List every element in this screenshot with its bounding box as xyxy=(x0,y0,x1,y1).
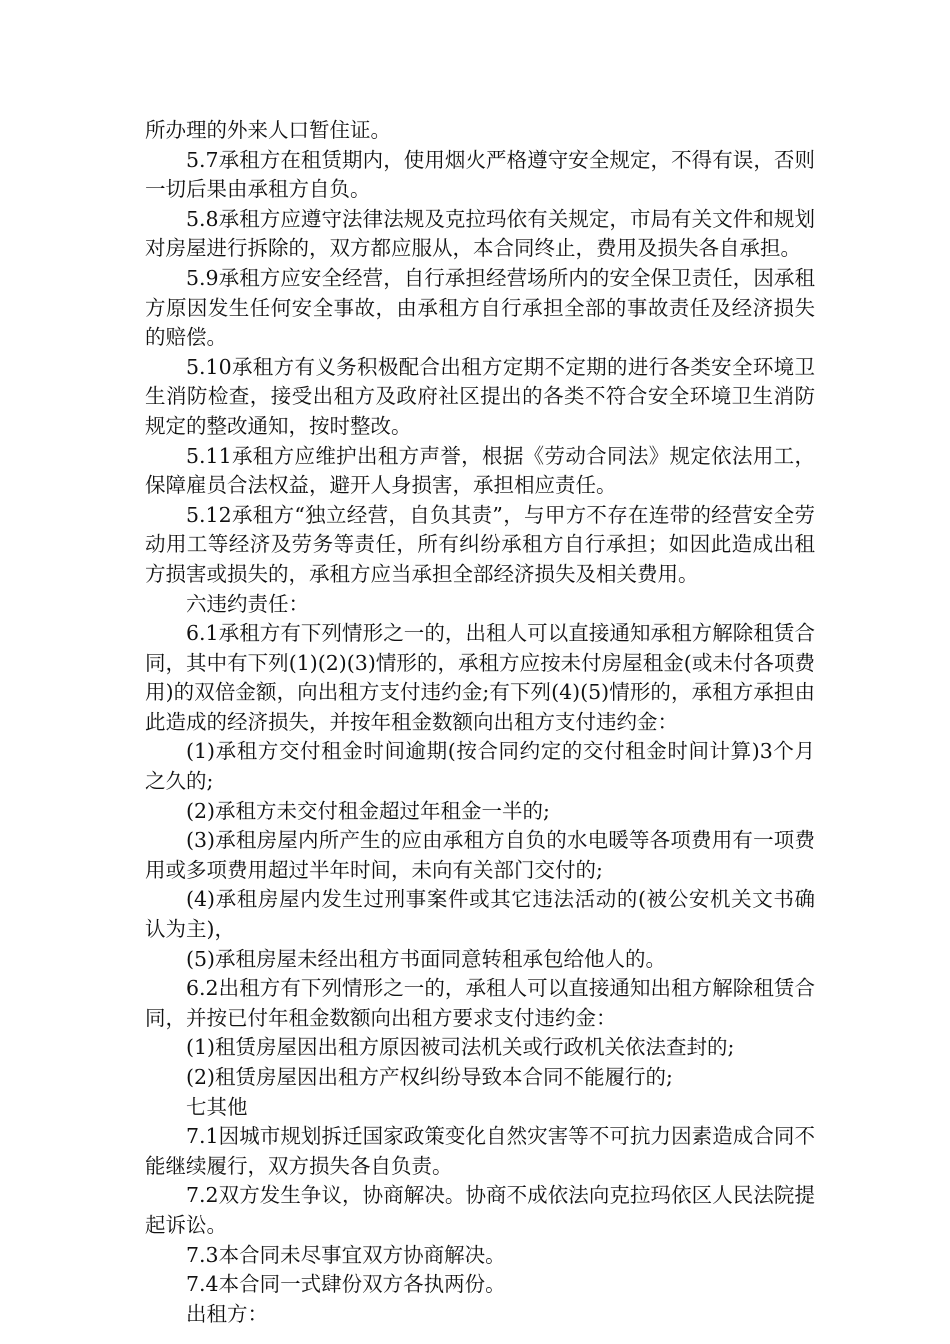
clause-7-3: 7.3本合同未尽事宜双方协商解决。 xyxy=(186,1242,506,1267)
clause-7-2: 7.2双方发生争议，协商解决。协商不成依法向克拉玛依区人民法院提起诉讼。 xyxy=(145,1183,815,1237)
clause-5-11: 5.11承租方应维护出租方声誉，根据《劳动合同法》规定依法用工，保障雇员合法权益，避开人身损害，承担相应责任。 xyxy=(145,443,815,498)
clause-6-1-item-3: (3)承租房屋内所产生的应由承租方自负的水电暖等各项费用有一项费用或多项费用超过半年时间，未向有关部门交付的; xyxy=(145,828,815,882)
clause-5-9: 5.9承租方应安全经营，自行承担经营场所内的安全保卫责任，因承租方原因发生任何安全事故，由承租方自行承担全部的事故责任及经济损失的赔偿。 xyxy=(145,265,815,350)
clause-5-8: 5.8承租方应遵守法律法规及克拉玛依有关规定，市局有关文件和规划对房屋进行拆除的，双方都应服从，本合同终止，费用及损失各自承担。 xyxy=(145,206,815,261)
clause-6-1-item-1: (1)承租方交付租金时间逾期(按合同约定的交付租金时间计算)3个月之久的; xyxy=(145,739,815,794)
clause-6-1: 6.1承租方有下列情形之一的，出租人可以直接通知承租方解除租赁合同，其中有下列(1)(2)(3)情形的，承租方应按未付房屋租金(或未付各项费用)的双倍金额，向出租方支付违约金;有下列(4)(5)情形的，承租方承担由此造成的经济损失，并按年租金数额向出租方支付违约金： xyxy=(145,621,815,734)
clause-6-2-item-2: (2)租赁房屋因出租方产权纠纷导致本合同不能履行的; xyxy=(186,1065,673,1089)
clause-6-1-item-4: (4)承租房屋内发生过刑事案件或其它违法活动的(被公安机关文书确认为主)， xyxy=(145,887,815,942)
clause-5-10: 5.10承租方有义务积极配合出租方定期不定期的进行各类安全环境卫生消防检查，接受出租方及政府社区提出的各类不符合安全环境卫生消防规定的整改通知，按时整改。 xyxy=(145,354,815,438)
lessor-signature-label: 出租方： xyxy=(186,1301,268,1326)
clause-6-1-item-2: (2)承租方未交付租金超过年租金一半的; xyxy=(186,798,550,823)
clause-7-1: 7.1因城市规划拆迁国家政策变化自然灾害等不可抗力因素造成合同不能继续履行，双方损失各自负责。 xyxy=(145,1124,815,1178)
section-heading-other: 七其他 xyxy=(186,1094,248,1119)
clause-6-1-item-5: (5)承租房屋未经出租方书面同意转租承包给他人的。 xyxy=(186,946,667,971)
clause-6-2-item-1: (1)租赁房屋因出租方原因被司法机关或行政机关依法查封的; xyxy=(186,1035,735,1060)
clause-5-12: 5.12承租方“独立经营，自负其责”，与甲方不存在连带的经营安全劳动用工等经济及劳务等责任，所有纠纷承租方自行承担；如因此造成出租方损害或损失的，承租方应当承担全部经济损失及相关费用。 xyxy=(145,502,815,586)
paragraph-residence-permit: 所办理的外来人口暂住证。 xyxy=(145,118,391,142)
clause-6-2: 6.2出租方有下列情形之一的，承租人可以直接通知出租方解除租赁合同，并按已付年租金数额向出租方要求支付违约金： xyxy=(145,976,815,1030)
document-page xyxy=(145,116,815,1329)
section-heading-breach: 六违约责任： xyxy=(186,591,309,616)
clause-7-4: 7.4本合同一式肆份双方各执两份。 xyxy=(186,1272,506,1297)
clause-5-7: 5.7承租方在租赁期内，使用烟火严格遵守安全规定，不得有误，否则一切后果由承租方自负。 xyxy=(145,147,815,202)
